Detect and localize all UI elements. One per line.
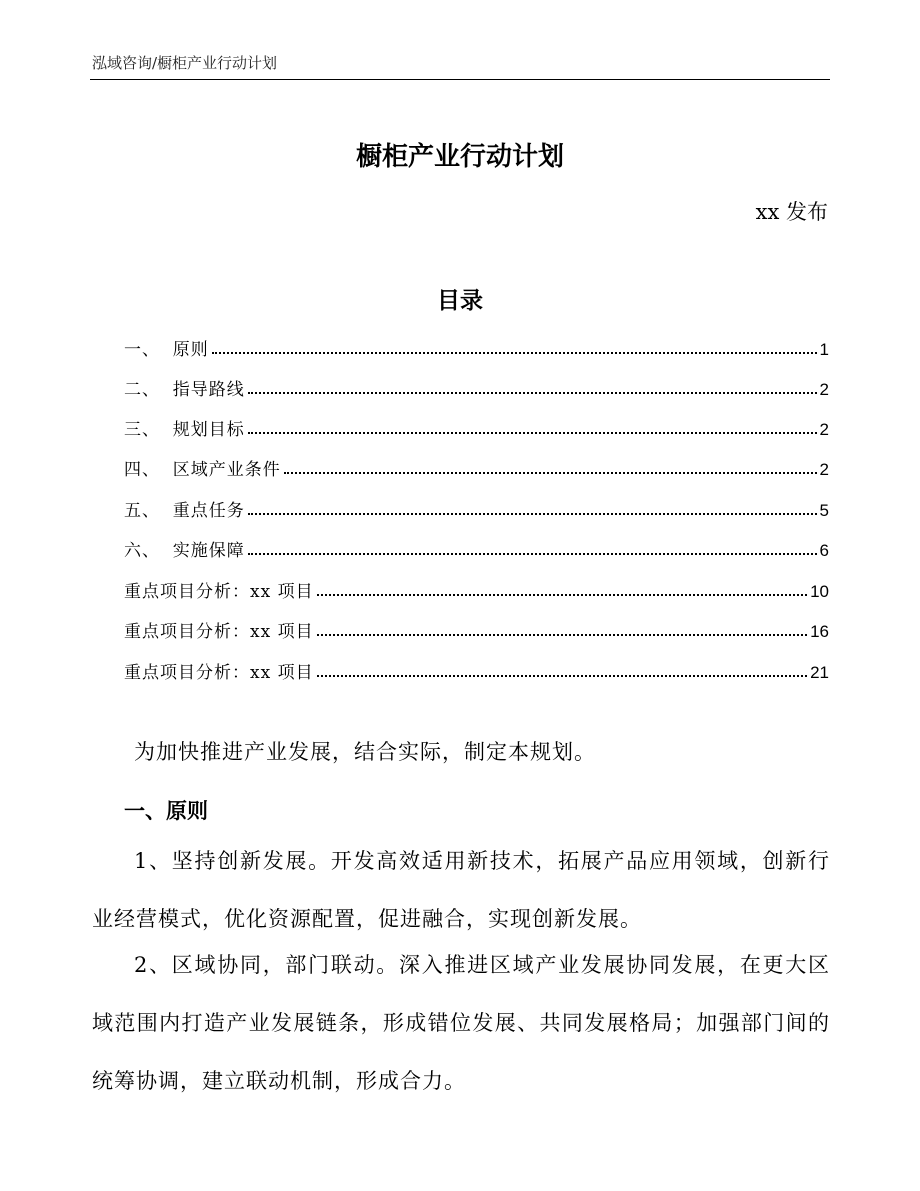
toc-entry-label: 三、 规划目标 <box>124 420 245 440</box>
toc-entry-page: 16 <box>810 622 829 641</box>
toc-entry-page: 2 <box>819 380 829 399</box>
toc-entry[interactable] <box>124 416 829 440</box>
toc-entry-page: 2 <box>819 460 829 479</box>
toc-entry[interactable] <box>124 537 829 561</box>
toc-entry-label: 重点项目分析：xx 项目 <box>124 622 314 642</box>
toc-entry-label: 六、 实施保障 <box>124 541 245 561</box>
running-header: 泓域咨询/橱柜产业行动计划 <box>92 54 278 72</box>
toc-leader-dots <box>317 593 807 596</box>
header-divider <box>90 79 830 80</box>
toc-leader-dots <box>248 552 817 555</box>
toc-leader-dots <box>284 471 817 474</box>
toc-entry[interactable] <box>124 376 829 400</box>
toc-leader-dots <box>212 351 817 354</box>
toc-entry-page: 21 <box>810 663 829 682</box>
body-paragraph: 1、坚持创新发展。开发高效适用新技术，拓展产品应用领域，创新行业经营模式，优化资源配置，促进融合，实现创新发展。 <box>92 849 830 931</box>
toc-leader-dots <box>248 512 817 515</box>
body-paragraph: 2、区域协同，部门联动。深入推进区域产业发展协同发展，在更大区域范围内打造产业发展链条，形成错位发展、共同发展格局；加强部门间的统筹协调，建立联动机制，形成合力。 <box>92 953 830 1093</box>
toc-leader-dots <box>248 431 817 434</box>
toc-entry[interactable] <box>124 456 829 480</box>
toc-entry[interactable] <box>124 578 829 602</box>
publisher-line: xx 发布 <box>755 200 828 224</box>
intro-paragraph: 为加快推进产业发展，结合实际，制定本规划。 <box>134 740 596 764</box>
section-heading-principles: 一、原则 <box>124 799 208 823</box>
toc-entry-label: 五、 重点任务 <box>124 501 245 521</box>
toc-entry-page: 1 <box>819 340 829 359</box>
toc-entry[interactable] <box>124 618 829 642</box>
toc-entry-label: 四、 区域产业条件 <box>124 460 281 480</box>
document-title: 橱柜产业行动计划 <box>355 142 564 172</box>
toc-entry-label: 二、 指导路线 <box>124 380 245 400</box>
toc-entry-label: 重点项目分析：xx 项目 <box>124 663 314 683</box>
toc-entry-page: 6 <box>819 541 829 560</box>
toc-entry-label: 重点项目分析：xx 项目 <box>124 582 314 602</box>
toc-entry[interactable] <box>124 497 829 521</box>
toc-entry-label: 一、 原则 <box>124 340 209 360</box>
toc-leader-dots <box>317 633 807 636</box>
toc-entry[interactable] <box>124 336 829 360</box>
toc-entry-page: 10 <box>810 582 829 601</box>
toc-entry-page: 5 <box>819 501 829 520</box>
toc-leader-dots <box>248 391 817 394</box>
toc-entry-page: 2 <box>819 420 829 439</box>
toc-heading: 目录 <box>437 288 483 314</box>
toc-leader-dots <box>317 674 807 677</box>
toc-entry[interactable] <box>124 659 829 683</box>
